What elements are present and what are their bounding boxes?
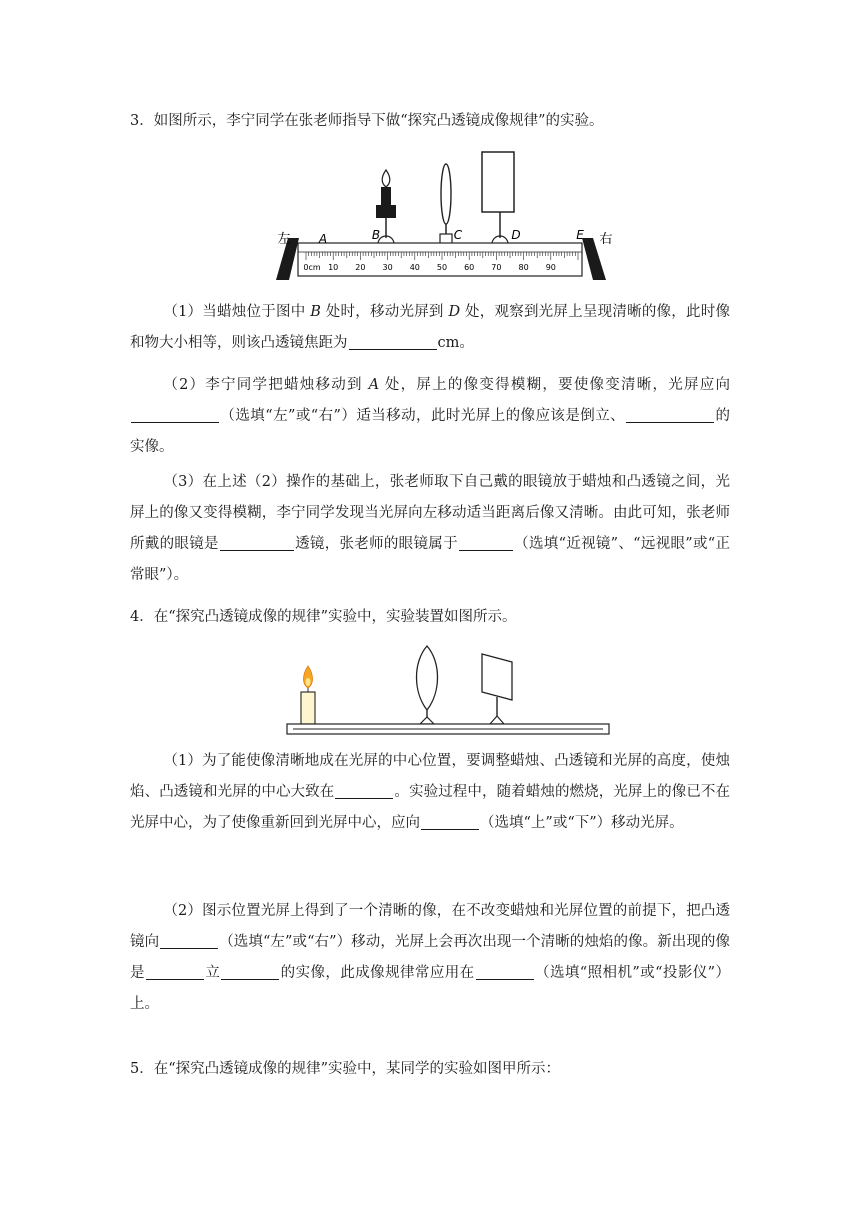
q3-part-3: （3）在上述（2）操作的基础上，张老师取下自己戴的眼镜放于蜡烛和凸透镜之间，光屏上的像又变得模糊，李宁同学发现当光屏向左移动适当距离后像又清晰。由此可知，张老师所戴的眼镜是 透镜，张老师的眼镜属于 （选填“近视镜”、“远视眼”或“正常眼”）。 <box>130 474 731 583</box>
q4-2-answer-blank-4[interactable] <box>476 963 534 980</box>
q3-point-c: C <box>453 228 463 242</box>
q4-optical-bench-figure <box>285 640 615 740</box>
q3-screen <box>482 152 514 212</box>
q3-part-1: （1）当蜡烛位于图中 B 处时，移动光屏到 D 处，观察到光屏上呈现清晰的像，此时像和物大小相等，则该凸透镜焦距为 cm。 <box>130 304 731 351</box>
q4-1-answer-blank-1[interactable] <box>335 782 393 799</box>
q3-scale-label: 30 <box>382 263 393 272</box>
q4-part-2: （2）图示位置光屏上得到了一个清晰的像，在不改变蜡烛和光屏位置的前提下，把凸透镜向 （选填“左”或“右”）移动，光屏上会再次出现一个清晰的烛焰的像。新出现的像是 立 的实像，此成像规律常应用在 （选填“照相机”或“投影仪”）上。 <box>130 903 731 1012</box>
q3-scale-label: 10 <box>328 263 339 272</box>
q3-scale-label: 0cm <box>303 263 321 272</box>
q3-point-b: B <box>371 228 381 242</box>
q3-flame <box>382 170 390 187</box>
q4-screen <box>482 654 512 700</box>
q3-point-e: E <box>576 228 584 242</box>
q3-scale-label: 40 <box>409 263 420 272</box>
q3-scale-label: 90 <box>545 263 556 272</box>
q3-scale-label: 20 <box>355 263 366 272</box>
q3-3-answer-blank-2[interactable] <box>459 534 513 551</box>
q3-candle <box>381 187 391 205</box>
q4-candle <box>301 692 315 724</box>
q3-scale-label: 60 <box>464 263 475 272</box>
q3-2-answer-blank-2[interactable] <box>626 406 714 423</box>
q4-2-answer-blank-3[interactable] <box>221 963 279 980</box>
q3-point-a: A <box>318 232 328 246</box>
q3-lens <box>441 164 451 224</box>
q3-scale-label: 80 <box>518 263 529 272</box>
q3-1-answer-blank[interactable] <box>349 333 437 350</box>
q3-left-label: 左 <box>277 232 291 247</box>
q3-point-d: D <box>511 228 521 242</box>
q5-stem: 5．在“探究凸透镜成像的规律”实验中，某同学的实验如图甲所示： <box>130 1061 561 1077</box>
q4-part-1: （1）为了能使像清晰地成在光屏的中心位置，要调整蜡烛、凸透镜和光屏的高度，使烛焰、凸透镜和光屏的中心大致在 。实验过程中，随着蜡烛的燃烧，光屏上的像已不在光屏中心，为了使像重新回到光屏中心，应向 （选填“上”或“下”）移动光屏。 <box>130 753 731 831</box>
q4-2-answer-blank-2[interactable] <box>146 963 204 980</box>
q4-lens <box>417 646 438 710</box>
q4-stem: 4．在“探究凸透镜成像的规律”实验中，实验装置如图所示。 <box>130 609 517 625</box>
q3-2-answer-blank-1[interactable] <box>131 406 219 423</box>
q3-part-2: （2）李宁同学把蜡烛移动到 A 处，屏上的像变得模糊，要使像变清晰，光屏应向（选填“左”或“右”）适当移动，此时光屏上的像应该是倒立、 的实像。 <box>130 377 730 455</box>
q3-scale-label: 70 <box>491 263 502 272</box>
q3-stem: 3．如图所示，李宁同学在张老师指导下做“探究凸透镜成像规律”的实验。 <box>130 113 604 129</box>
q3-3-answer-blank-1[interactable] <box>220 534 294 551</box>
q4-1-answer-blank-2[interactable] <box>421 813 479 830</box>
q4-2-answer-blank-1[interactable] <box>160 932 218 949</box>
q3-scale-label: 50 <box>436 263 448 272</box>
q3-right-label: 右 <box>599 232 613 247</box>
q3-optical-bench-figure <box>270 146 620 288</box>
